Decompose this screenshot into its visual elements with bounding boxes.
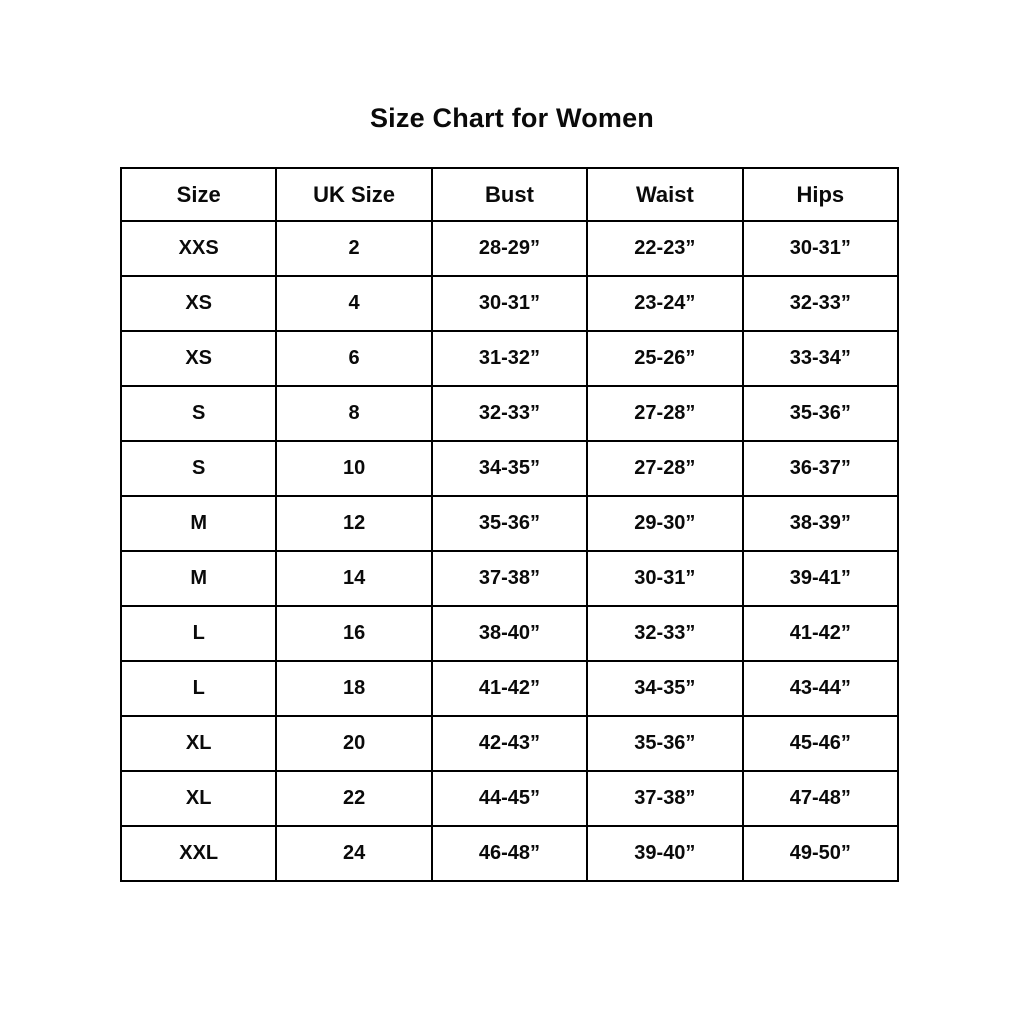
cell-size: L bbox=[121, 661, 276, 716]
cell-uk: 12 bbox=[276, 496, 431, 551]
cell-bust: 37-38” bbox=[432, 551, 587, 606]
cell-uk: 18 bbox=[276, 661, 431, 716]
table-row bbox=[121, 221, 898, 276]
cell-uk: 4 bbox=[276, 276, 431, 331]
cell-uk: 20 bbox=[276, 716, 431, 771]
cell-waist: 34-35” bbox=[587, 661, 742, 716]
cell-size: XS bbox=[121, 276, 276, 331]
cell-size: XXL bbox=[121, 826, 276, 881]
cell-waist: 37-38” bbox=[587, 771, 742, 826]
table-row bbox=[121, 276, 898, 331]
cell-hips: 47-48” bbox=[743, 771, 898, 826]
cell-hips: 33-34” bbox=[743, 331, 898, 386]
cell-size: XXS bbox=[121, 221, 276, 276]
cell-bust: 31-32” bbox=[432, 331, 587, 386]
cell-bust: 32-33” bbox=[432, 386, 587, 441]
cell-bust: 35-36” bbox=[432, 496, 587, 551]
size-chart-table bbox=[120, 167, 899, 882]
table-body bbox=[121, 221, 898, 881]
cell-uk: 16 bbox=[276, 606, 431, 661]
cell-bust: 41-42” bbox=[432, 661, 587, 716]
cell-size: XL bbox=[121, 771, 276, 826]
cell-uk: 6 bbox=[276, 331, 431, 386]
cell-waist: 35-36” bbox=[587, 716, 742, 771]
cell-uk: 2 bbox=[276, 221, 431, 276]
cell-hips: 39-41” bbox=[743, 551, 898, 606]
cell-size: S bbox=[121, 386, 276, 441]
table-row bbox=[121, 771, 898, 826]
cell-waist: 27-28” bbox=[587, 386, 742, 441]
cell-bust: 44-45” bbox=[432, 771, 587, 826]
column-header-bust: Bust bbox=[432, 168, 587, 221]
cell-hips: 45-46” bbox=[743, 716, 898, 771]
cell-bust: 46-48” bbox=[432, 826, 587, 881]
cell-hips: 30-31” bbox=[743, 221, 898, 276]
cell-waist: 22-23” bbox=[587, 221, 742, 276]
cell-size: M bbox=[121, 551, 276, 606]
table-row bbox=[121, 606, 898, 661]
cell-waist: 25-26” bbox=[587, 331, 742, 386]
table-header bbox=[121, 168, 898, 221]
cell-size: S bbox=[121, 441, 276, 496]
cell-hips: 35-36” bbox=[743, 386, 898, 441]
cell-uk: 14 bbox=[276, 551, 431, 606]
page-title: Size Chart for Women bbox=[369, 103, 655, 133]
cell-hips: 43-44” bbox=[743, 661, 898, 716]
table-row bbox=[121, 386, 898, 441]
cell-size: XL bbox=[121, 716, 276, 771]
table-header-row bbox=[121, 168, 898, 221]
cell-waist: 27-28” bbox=[587, 441, 742, 496]
table-row bbox=[121, 551, 898, 606]
cell-waist: 23-24” bbox=[587, 276, 742, 331]
cell-size: L bbox=[121, 606, 276, 661]
cell-uk: 22 bbox=[276, 771, 431, 826]
column-header-hips: Hips bbox=[743, 168, 898, 221]
column-header-size: Size bbox=[121, 168, 276, 221]
cell-waist: 30-31” bbox=[587, 551, 742, 606]
column-header-waist: Waist bbox=[587, 168, 742, 221]
cell-size: M bbox=[121, 496, 276, 551]
cell-uk: 10 bbox=[276, 441, 431, 496]
table-row bbox=[121, 441, 898, 496]
table-row bbox=[121, 716, 898, 771]
cell-bust: 38-40” bbox=[432, 606, 587, 661]
table-row bbox=[121, 661, 898, 716]
table-row bbox=[121, 826, 898, 881]
cell-uk: 24 bbox=[276, 826, 431, 881]
cell-size: XS bbox=[121, 331, 276, 386]
cell-bust: 42-43” bbox=[432, 716, 587, 771]
cell-waist: 29-30” bbox=[587, 496, 742, 551]
cell-hips: 36-37” bbox=[743, 441, 898, 496]
table-row bbox=[121, 496, 898, 551]
cell-bust: 34-35” bbox=[432, 441, 587, 496]
cell-hips: 41-42” bbox=[743, 606, 898, 661]
column-header-uk-size: UK Size bbox=[276, 168, 431, 221]
cell-waist: 39-40” bbox=[587, 826, 742, 881]
cell-hips: 32-33” bbox=[743, 276, 898, 331]
table-row bbox=[121, 331, 898, 386]
cell-bust: 30-31” bbox=[432, 276, 587, 331]
cell-hips: 49-50” bbox=[743, 826, 898, 881]
cell-waist: 32-33” bbox=[587, 606, 742, 661]
cell-hips: 38-39” bbox=[743, 496, 898, 551]
cell-bust: 28-29” bbox=[432, 221, 587, 276]
cell-uk: 8 bbox=[276, 386, 431, 441]
